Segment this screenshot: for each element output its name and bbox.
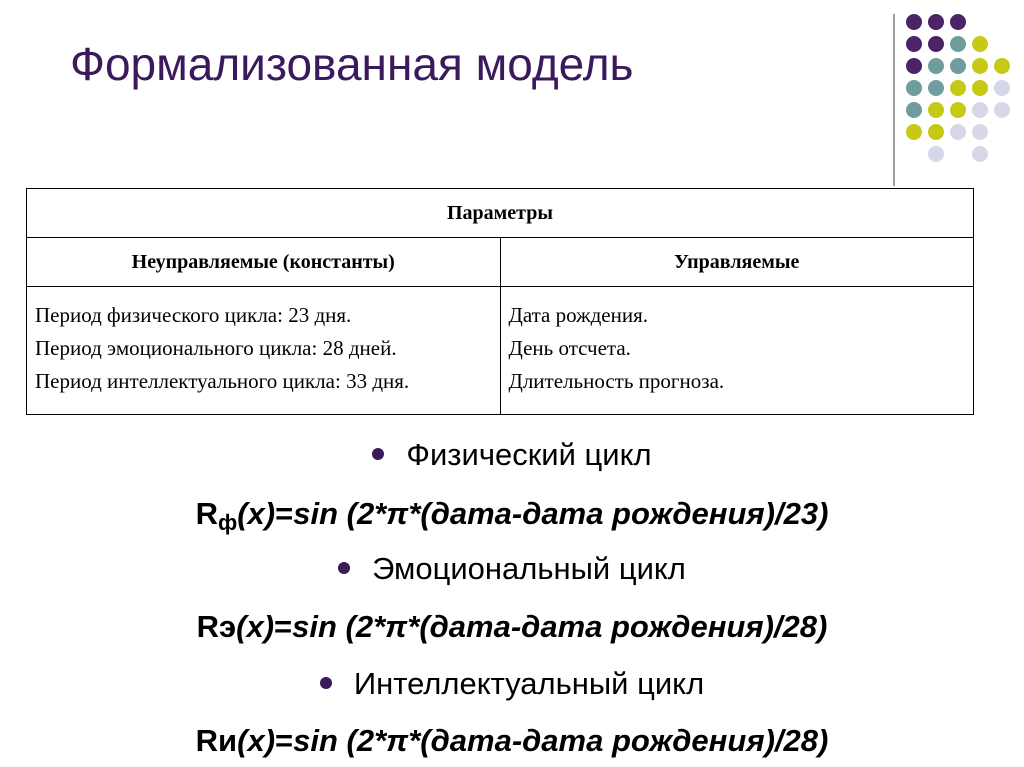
decorative-dot (928, 36, 944, 52)
decorative-dot (928, 124, 944, 140)
bullet-icon (338, 562, 350, 574)
decorative-dot (972, 36, 988, 52)
column-header-controlled: Управляемые (500, 238, 974, 287)
decorative-dot (950, 36, 966, 52)
cycle-label: Интеллектуальный цикл (353, 666, 705, 701)
decorative-dot (928, 102, 944, 118)
param-item: Период физического цикла: 23 дня. (35, 303, 352, 327)
formula-intellectual: Rи(x)=sin (2*π*(дата-дата рождения)/28) (195, 723, 829, 758)
controlled-params-cell (500, 287, 974, 415)
cycle-bullet-emotional (0, 547, 1024, 591)
parameters-table (26, 188, 974, 415)
decorative-dot (950, 102, 966, 118)
decorative-dot (928, 58, 944, 74)
param-item: День отсчета. (508, 336, 631, 360)
cycle-bullet-physical (0, 433, 1024, 477)
decorative-dot (950, 124, 966, 140)
decorative-dot (906, 58, 922, 74)
cycle-bullet-intellectual (0, 662, 1024, 706)
decorative-dot (906, 36, 922, 52)
decorative-dot (972, 58, 988, 74)
cycle-label: Физический цикл (406, 437, 652, 472)
decorative-dot (994, 102, 1010, 118)
decorative-dot (972, 146, 988, 162)
column-header-uncontrolled: Неуправляемые (константы) (27, 238, 501, 287)
bullet-icon (320, 677, 332, 689)
param-item: Дата рождения. (508, 303, 648, 327)
decorative-dot (906, 80, 922, 96)
decorative-dot (906, 102, 922, 118)
decorative-dot-grid (0, 0, 1024, 170)
decorative-dot (928, 14, 944, 30)
decorative-dot (928, 146, 944, 162)
decorative-dot (972, 80, 988, 96)
bullet-icon (372, 448, 384, 460)
param-item: Период эмоционального цикла: 28 дней. (35, 336, 397, 360)
slide-title: Формализованная модель (70, 38, 634, 90)
decorative-dot (950, 58, 966, 74)
decorative-dot (950, 14, 966, 30)
decorative-dot (994, 58, 1010, 74)
formula-emotional: Rэ(x)=sin (2*π*(дата-дата рождения)/28) (196, 609, 828, 644)
table-header: Параметры (27, 189, 974, 238)
decorative-dot (950, 80, 966, 96)
cycle-label: Эмоциональный цикл (372, 551, 686, 586)
uncontrolled-params-cell (27, 287, 501, 415)
formula-physical: $R_ф(x)=\sin$ (2*π*(дата-дата рождения)/23) (195, 496, 829, 535)
decorative-dot (972, 124, 988, 140)
decorative-dot (972, 102, 988, 118)
decorative-dot (928, 80, 944, 96)
decorative-dot (906, 14, 922, 30)
decorative-dot (906, 124, 922, 140)
decorative-dot (994, 80, 1010, 96)
param-item: Период интеллектуального цикла: 33 дня. (35, 369, 410, 393)
param-item: Длительность прогноза. (508, 369, 725, 393)
